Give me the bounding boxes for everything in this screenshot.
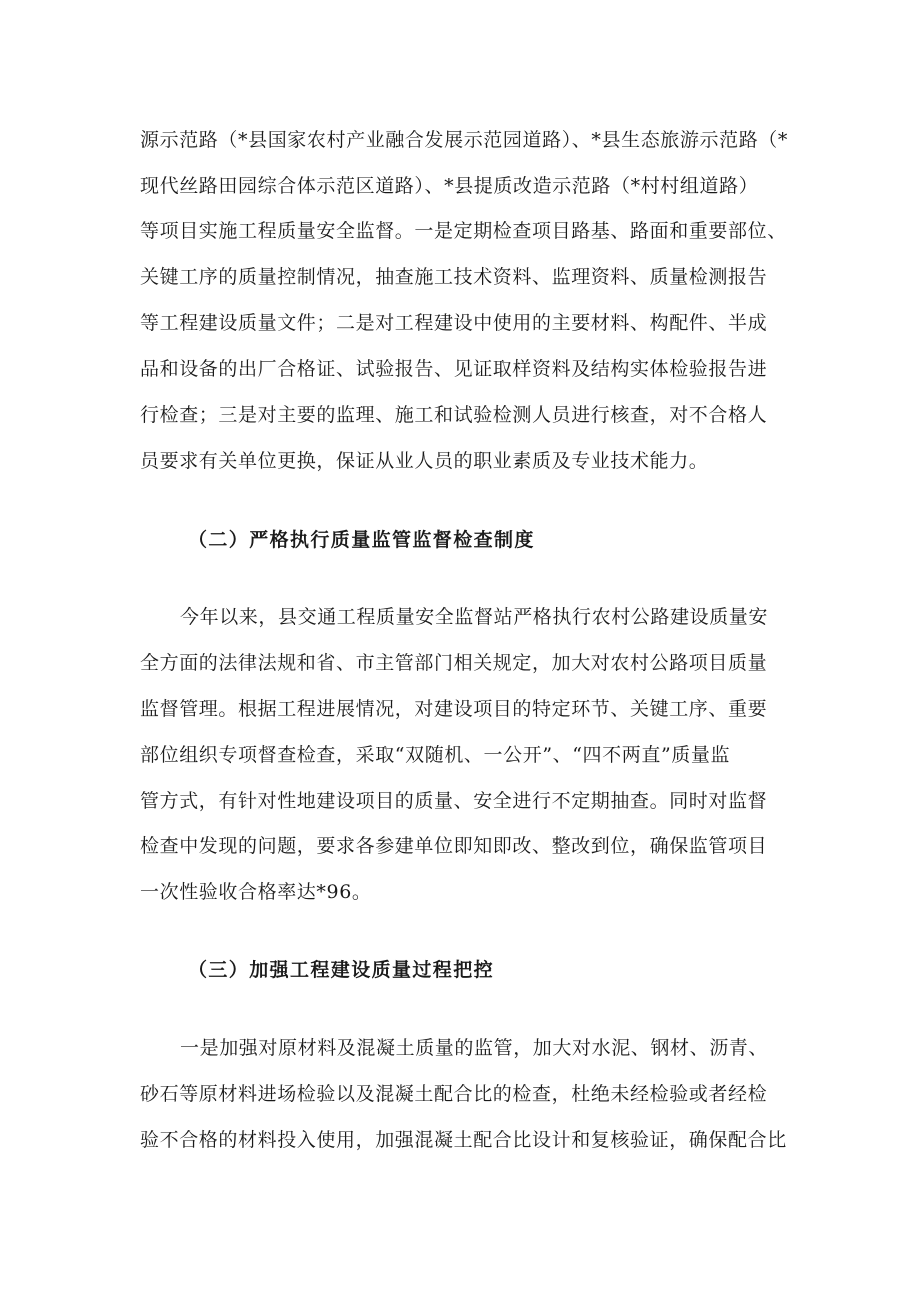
text-line: 砂石等原材料进场检验以及混凝土配合比的检查，杜绝未经检验或者经检 [140,1083,768,1105]
text-line: 管方式，有针对性地建设项目的质量、安全进行不定期抽查。同时对监督 [140,790,768,812]
text-line: 检查中发现的问题，要求各参建单位即知即改、整改到位，确保监管项目 [140,835,768,857]
text-line: 一次性验收合格率达*96。 [140,881,372,903]
text-line: 一是加强对原材料及混凝土质量的监管，加大对水泥、钢材、沥青、 [180,1037,769,1059]
text-line: 行检查；三是对主要的监理、施工和试验检测人员进行核查，对不合格人 [140,404,768,426]
text-line: 现代丝路田园综合体示范区道路）、*县提质改造示范路（*村村组道路） [140,175,759,197]
text-line: 验不合格的材料投入使用，加强混凝土配合比设计和复核验证，确保配合比 [140,1129,787,1151]
text-line: 源示范路（*县国家农村产业融合发展示范园道路）、*县生态旅游示范路（* [140,129,789,151]
text-line: 全方面的法律法规和省、市主管部门相关规定，加大对农村公路项目质量 [140,652,768,674]
section-heading-3: （三）加强工程建设质量过程把控 [188,959,495,981]
text-line: 等工程建设质量文件；二是对工程建设中使用的主要材料、构配件、半成 [140,312,768,334]
text-line: 关键工序的质量控制情况，抽查施工技术资料、监理资料、质量检测报告 [140,266,768,288]
text-line: 员要求有关单位更换，保证从业人员的职业素质及专业技术能力。 [140,450,709,472]
text-line: 部位组织专项督查检查，采取“双随机、一公开”、“四不两直”质量监 [140,744,731,766]
section-heading-2: （二）严格执行质量监管监督检查制度 [188,529,535,551]
text-line: 今年以来，县交通工程质量安全监督站严格执行农村公路建设质量安 [180,606,769,628]
text-line: 品和设备的出厂合格证、试验报告、见证取样资料及结构实体检验报告进 [140,358,768,380]
text-line: 等项目实施工程质量安全监督。一是定期检查项目路基、路面和重要部位、 [140,220,787,242]
text-line: 监督管理。根据工程进展情况，对建设项目的特定环节、关键工序、重要 [140,698,768,720]
